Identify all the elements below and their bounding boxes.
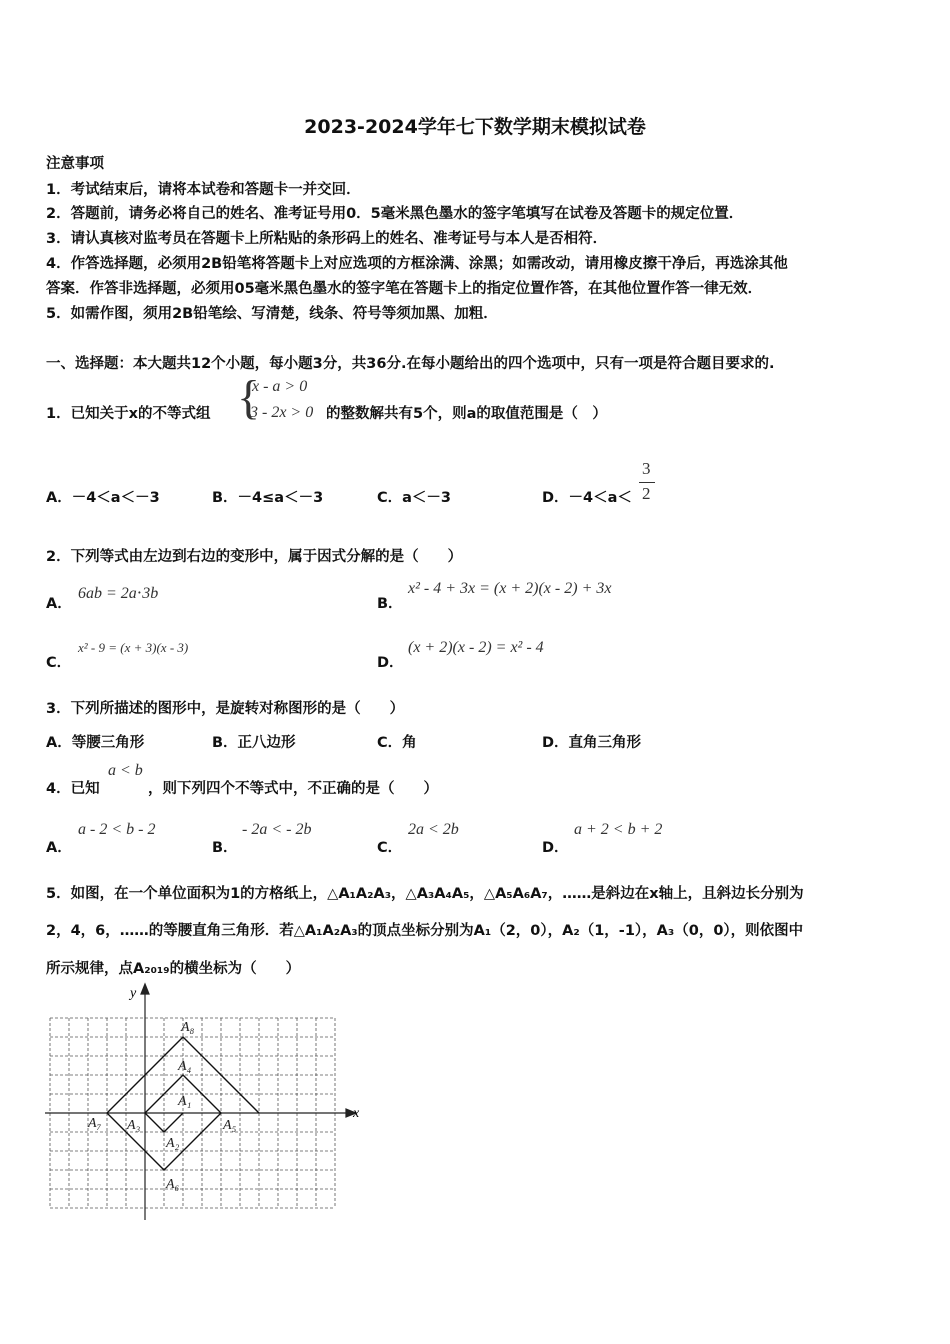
- label-a6: A₆: [166, 1177, 180, 1192]
- q1-option-d: D．－4＜a＜: [542, 490, 632, 506]
- q2-option-c-label: C．: [46, 655, 72, 671]
- q4-stem-pre: 4．已知: [46, 781, 100, 797]
- q2-option-d-expr: (x + 2)(x - 2) = x² - 4: [408, 639, 544, 656]
- q3-option-d: D．直角三角形: [542, 735, 642, 751]
- note-item: 3．请认真核对监考员在答题卡上所粘贴的条形码上的姓名、准考证号与本人是否相符．: [46, 231, 608, 247]
- q2-option-c-expr: x² - 9 = (x + 3)(x - 3): [78, 640, 189, 655]
- q1-option-b: B．－4≤a＜－3: [212, 490, 324, 506]
- label-a1: A₁: [178, 1094, 192, 1109]
- q4-option-d-label: D．: [542, 840, 569, 856]
- notes-heading: 注意事项: [46, 156, 104, 172]
- q1-option-a: A．－4＜a＜－3: [46, 490, 160, 506]
- y-axis-arrow: [141, 984, 149, 994]
- q1-option-c: C．a＜－3: [377, 490, 452, 506]
- x-axis-label: x: [353, 1106, 360, 1121]
- label-a8: A₈: [181, 1020, 195, 1035]
- q5-figure: [40, 980, 370, 1220]
- q1-system-brace: {: [237, 371, 261, 424]
- q1-option-d-fraction-bar: [639, 482, 655, 483]
- section-heading: 一、选择题：本大题共12个小题，每小题3分，共36分.在每小题给出的四个选项中，只有一项是符合题目要求的.: [46, 356, 775, 372]
- label-a7: A₇: [88, 1116, 102, 1131]
- label-a5: A₅: [223, 1118, 237, 1133]
- q1-option-d-numerator: 3: [642, 459, 651, 478]
- note-item: 答案．作答非选择题，必须用05毫米黑色墨水的签字笔在答题卡上的指定位置作答，在其他位置作答一律无效．: [46, 281, 763, 297]
- y-axis-label: y: [130, 986, 137, 1001]
- label-a3: A₃: [127, 1118, 141, 1133]
- q2-option-d-label: D．: [377, 655, 404, 671]
- q5-stem-line3: 所示规律，点A₂₀₁₉的横坐标为（ ）: [46, 961, 301, 977]
- q3-stem: 3．下列所描述的图形中，是旋转对称图形的是（ ）: [46, 701, 405, 717]
- q2-option-a-expr: 6ab = 2a⋅3b: [78, 585, 159, 602]
- q4-option-d-expr: a + 2 < b + 2: [574, 821, 663, 838]
- label-a4: A₄: [178, 1059, 192, 1074]
- q1-stem-post: 的整数解共有5个，则a的取值范围是（ ）: [326, 406, 607, 422]
- q4-option-b-label: B．: [212, 840, 238, 856]
- q4-option-a-expr: a - 2 < b - 2: [78, 821, 156, 838]
- q5-stem-line2: 2，4，6，……的等腰直角三角形．若△A₁A₂A₃的顶点坐标分别为A₁（2，0），A₂（1，-1），A₃（0，0），则依图中: [46, 923, 804, 939]
- q4-option-c-expr: 2a < 2b: [408, 821, 459, 838]
- page-title: 2023-2024学年七下数学期末模拟试卷: [304, 116, 646, 138]
- q1-stem-pre: 1．已知关于x的不等式组: [46, 406, 211, 422]
- q4-option-a-label: A．: [46, 840, 72, 856]
- q5-stem-line1: 5．如图，在一个单位面积为1的方格纸上，△A₁A₂A₃，△A₃A₄A₅，△A₅A₆A₇，……是斜边在x轴上，且斜边长分别为: [46, 886, 804, 902]
- q2-stem: 2．下列等式由左边到右边的变形中，属于因式分解的是（ ）: [46, 549, 463, 565]
- note-item: 5．如需作图，须用2B铅笔绘、写清楚，线条、符号等须加黑、加粗．: [46, 306, 498, 322]
- q3-option-b: B．正八边形: [212, 735, 296, 751]
- label-a2: A₂: [166, 1136, 180, 1151]
- q1-option-d-denominator: 2: [642, 484, 651, 503]
- q4-option-c-label: C．: [377, 840, 403, 856]
- q3-option-a: A．等腰三角形: [46, 735, 145, 751]
- q2-option-b-expr: x² - 4 + 3x = (x + 2)(x - 2) + 3x: [408, 580, 612, 597]
- q3-option-c: C．角: [377, 735, 417, 751]
- q1-system-line2: 3 - 2x > 0: [250, 404, 314, 421]
- q4-condition: a < b: [108, 762, 143, 779]
- figure-axes: [45, 984, 356, 1220]
- q1-system-line1: x - a > 0: [252, 378, 308, 395]
- q2-option-a-label: A．: [46, 596, 72, 612]
- q2-option-b-label: B．: [377, 596, 403, 612]
- q4-option-b-expr: - 2a < - 2b: [242, 821, 312, 838]
- note-item: 1．考试结束后，请将本试卷和答题卡一并交回．: [46, 182, 361, 198]
- q4-stem-post: ，则下列四个不等式中，不正确的是（ ）: [148, 781, 438, 797]
- note-item: 2．答题前，请务必将自己的姓名、准考证号用0．5毫米黑色墨水的签字笔填写在试卷及答题卡的规定位置．: [46, 206, 744, 222]
- note-item: 4．作答选择题，必须用2B铅笔将答题卡上对应选项的方框涂满、涂黑；如需改动，请用橡皮擦干净后，再选涂其他: [46, 256, 788, 272]
